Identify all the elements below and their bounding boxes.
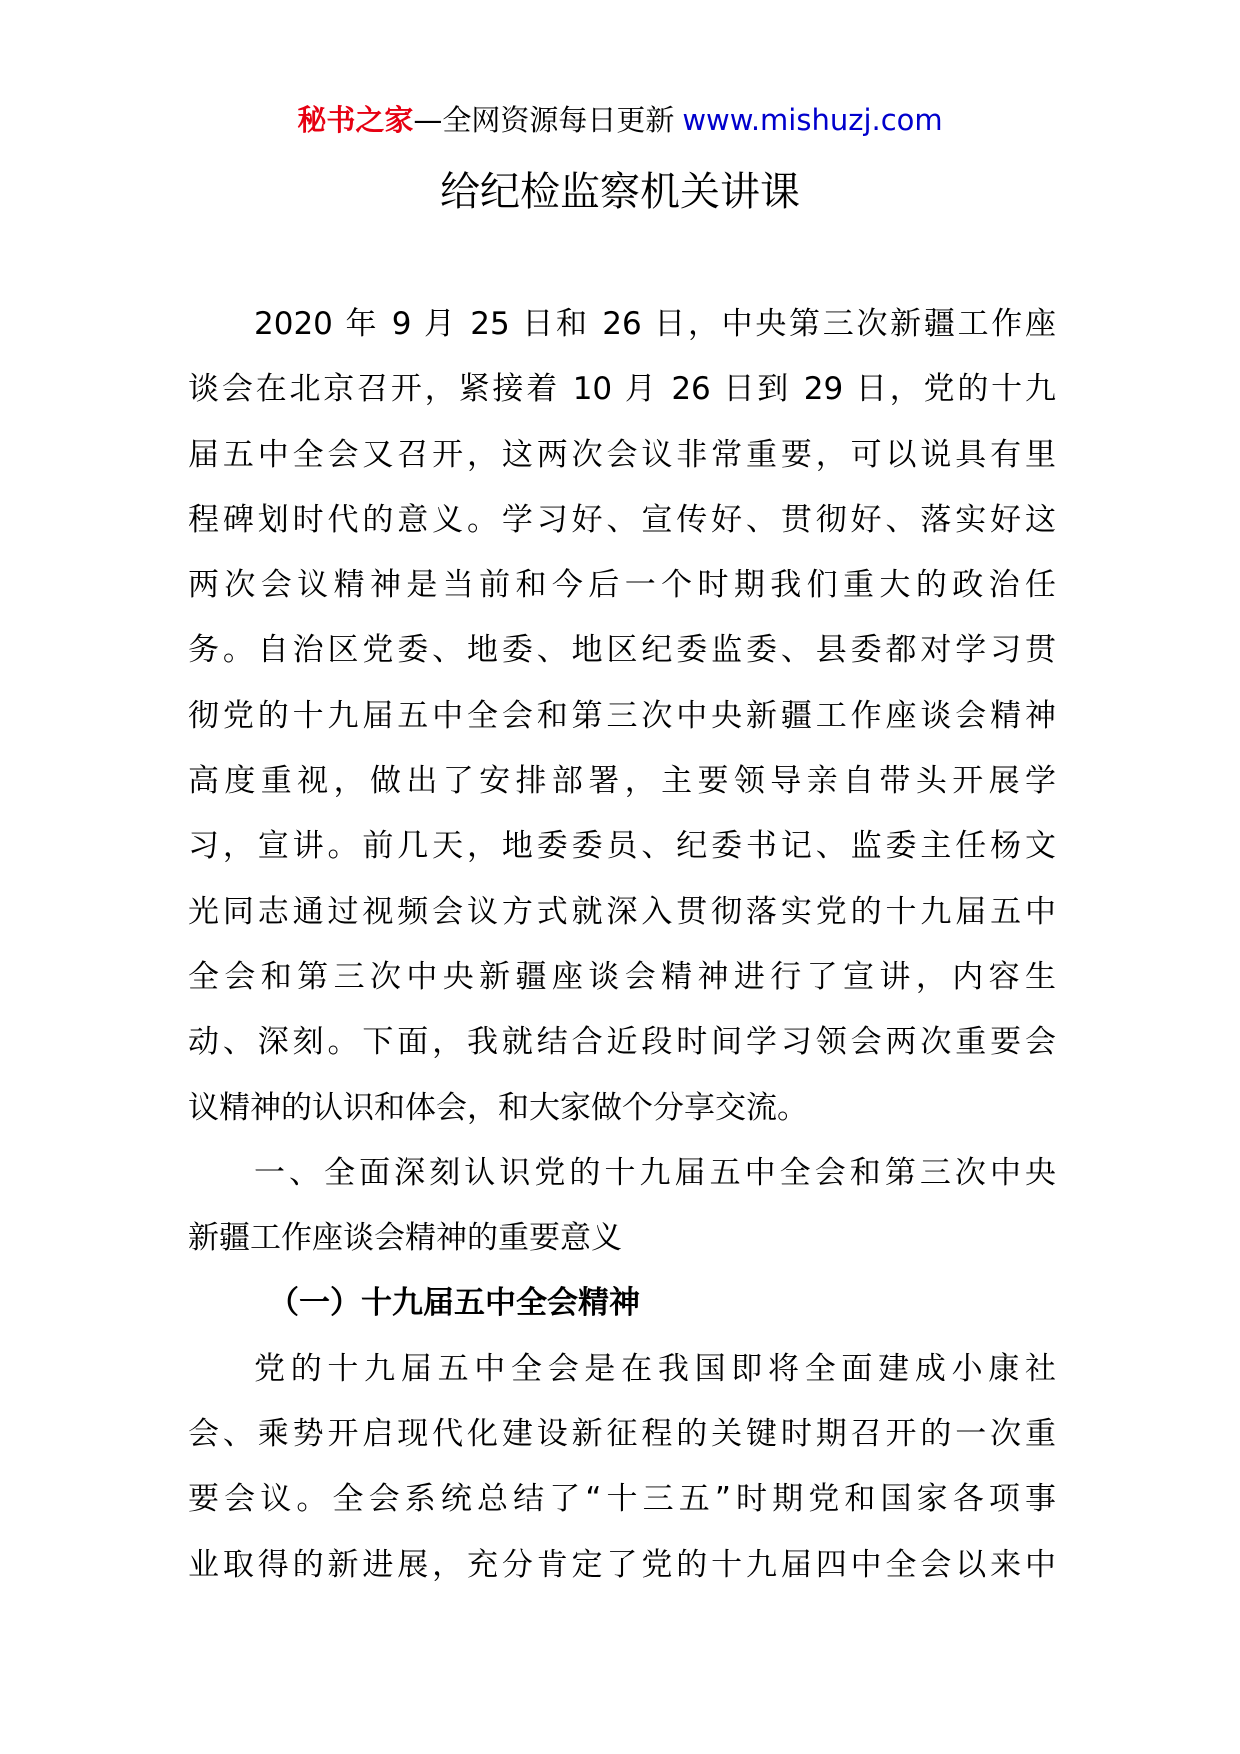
subsection-heading: （一）十九届五中全会精神 — [268, 1285, 640, 1322]
paragraph-line: 要会议。全会系统总结了“十三五”时期党和国家各项事 — [188, 1481, 1056, 1518]
paragraph-line: 全会和第三次中央新疆座谈会精神进行了宣讲，内容生 — [188, 958, 1056, 995]
paragraph-line: 业取得的新进展，充分肯定了党的十九届四中全会以来中 — [188, 1546, 1056, 1583]
paragraph-line: 2020 年 9 月 25 日和 26 日，中央第三次新疆工作座 — [254, 306, 1056, 342]
site-slogan: —全网资源每日更新 — [413, 103, 675, 137]
brand-name: 秘书之家 — [297, 103, 414, 137]
paragraph-line: 届五中全会又召开，这两次会议非常重要，可以说具有里 — [188, 436, 1056, 473]
paragraph-line: 光同志通过视频会议方式就深入贯彻落实党的十九届五中 — [188, 893, 1056, 930]
paragraph-line: 程碑划时代的意义。学习好、宣传好、贯彻好、落实好这 — [188, 501, 1056, 538]
paragraph-line: 会、乘势开启现代化建设新征程的关键时期召开的一次重 — [188, 1416, 1056, 1453]
paragraph-line: 两次会议精神是当前和今后一个时期我们重大的政治任 — [188, 567, 1056, 604]
site-url[interactable]: www.mishuzj.com — [682, 103, 943, 137]
paragraph-line: 动、深刻。下面，我就结合近段时间学习领会两次重要会 — [188, 1024, 1056, 1061]
section-heading-line: 新疆工作座谈会精神的重要意义 — [188, 1220, 622, 1257]
section-heading-line: 一、全面深刻认识党的十九届五中全会和第三次中央 — [254, 1154, 1056, 1191]
document-title: 给纪检监察机关讲课 — [440, 169, 800, 215]
paragraph-line: 务。自治区党委、地委、地区纪委监委、县委都对学习贯 — [188, 632, 1056, 669]
paragraph-line: 党的十九届五中全会是在我国即将全面建成小康社 — [254, 1350, 1056, 1387]
paragraph-line: 谈会在北京召开，紧接着 10 月 26 日到 29 日，党的十九 — [188, 371, 1056, 408]
paragraph-line: 高度重视，做出了安排部署，主要领导亲自带头开展学 — [188, 763, 1056, 800]
paragraph-line: 彻党的十九届五中全会和第三次中央新疆工作座谈会精神 — [188, 697, 1056, 734]
document-body — [188, 292, 1056, 1598]
site-header — [0, 100, 1240, 140]
paragraph-line: 议精神的认识和体会，和大家做个分享交流。 — [188, 1089, 808, 1126]
paragraph-line: 习，宣讲。前几天，地委委员、纪委书记、监委主任杨文 — [188, 828, 1056, 865]
